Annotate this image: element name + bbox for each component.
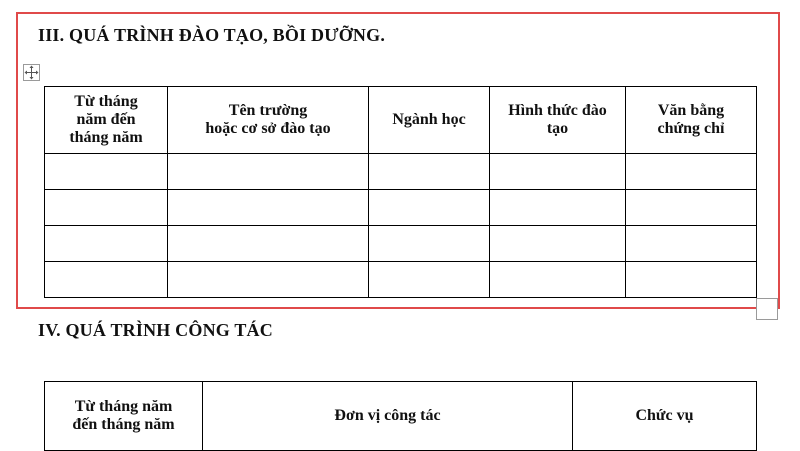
table-cell[interactable] xyxy=(369,226,490,262)
table-cell[interactable] xyxy=(626,262,757,298)
table-cell[interactable] xyxy=(490,190,626,226)
table-cell[interactable] xyxy=(45,262,168,298)
resize-handle-icon[interactable] xyxy=(756,298,778,320)
table-cell[interactable] xyxy=(45,190,168,226)
table-cell[interactable] xyxy=(168,190,369,226)
table-cell[interactable] xyxy=(369,154,490,190)
header-degree[interactable]: Văn bằng chứng chỉ xyxy=(626,87,757,154)
table-cell[interactable] xyxy=(626,226,757,262)
table-header-row xyxy=(45,87,757,154)
table-row xyxy=(45,190,757,226)
table-cell[interactable] xyxy=(490,226,626,262)
section-title-work: IV. QUÁ TRÌNH CÔNG TÁC xyxy=(38,320,273,340)
header-school[interactable]: Tên trường hoặc cơ sở đào tạo xyxy=(168,87,369,154)
table-cell[interactable] xyxy=(45,226,168,262)
table-cell[interactable] xyxy=(490,154,626,190)
header-position[interactable]: Chức vụ xyxy=(573,382,757,451)
table-cell[interactable] xyxy=(490,262,626,298)
header-work-unit[interactable]: Đơn vị công tác xyxy=(203,382,573,451)
move-arrows-icon xyxy=(24,65,39,80)
section-title-training: III. QUÁ TRÌNH ĐÀO TẠO, BỒI DƯỠNG. xyxy=(38,25,386,45)
table-cell[interactable] xyxy=(626,154,757,190)
training-table xyxy=(44,86,757,298)
table-row xyxy=(45,226,757,262)
table-cell[interactable] xyxy=(369,262,490,298)
table-cell[interactable] xyxy=(168,154,369,190)
header-period[interactable]: Từ tháng năm đến tháng năm xyxy=(45,87,168,154)
table-move-handle[interactable] xyxy=(23,64,40,81)
header-training-form[interactable]: Hình thức đào tạo xyxy=(490,87,626,154)
table-cell[interactable] xyxy=(168,262,369,298)
table-cell[interactable] xyxy=(45,154,168,190)
table-cell[interactable] xyxy=(168,226,369,262)
table-row xyxy=(45,154,757,190)
table-row xyxy=(45,262,757,298)
header-major[interactable]: Ngành học xyxy=(369,87,490,154)
table-cell[interactable] xyxy=(369,190,490,226)
table-cell[interactable] xyxy=(626,190,757,226)
table-header-row xyxy=(45,382,757,451)
header-work-period[interactable]: Từ tháng năm đến tháng năm xyxy=(45,382,203,451)
work-history-table xyxy=(44,381,757,451)
